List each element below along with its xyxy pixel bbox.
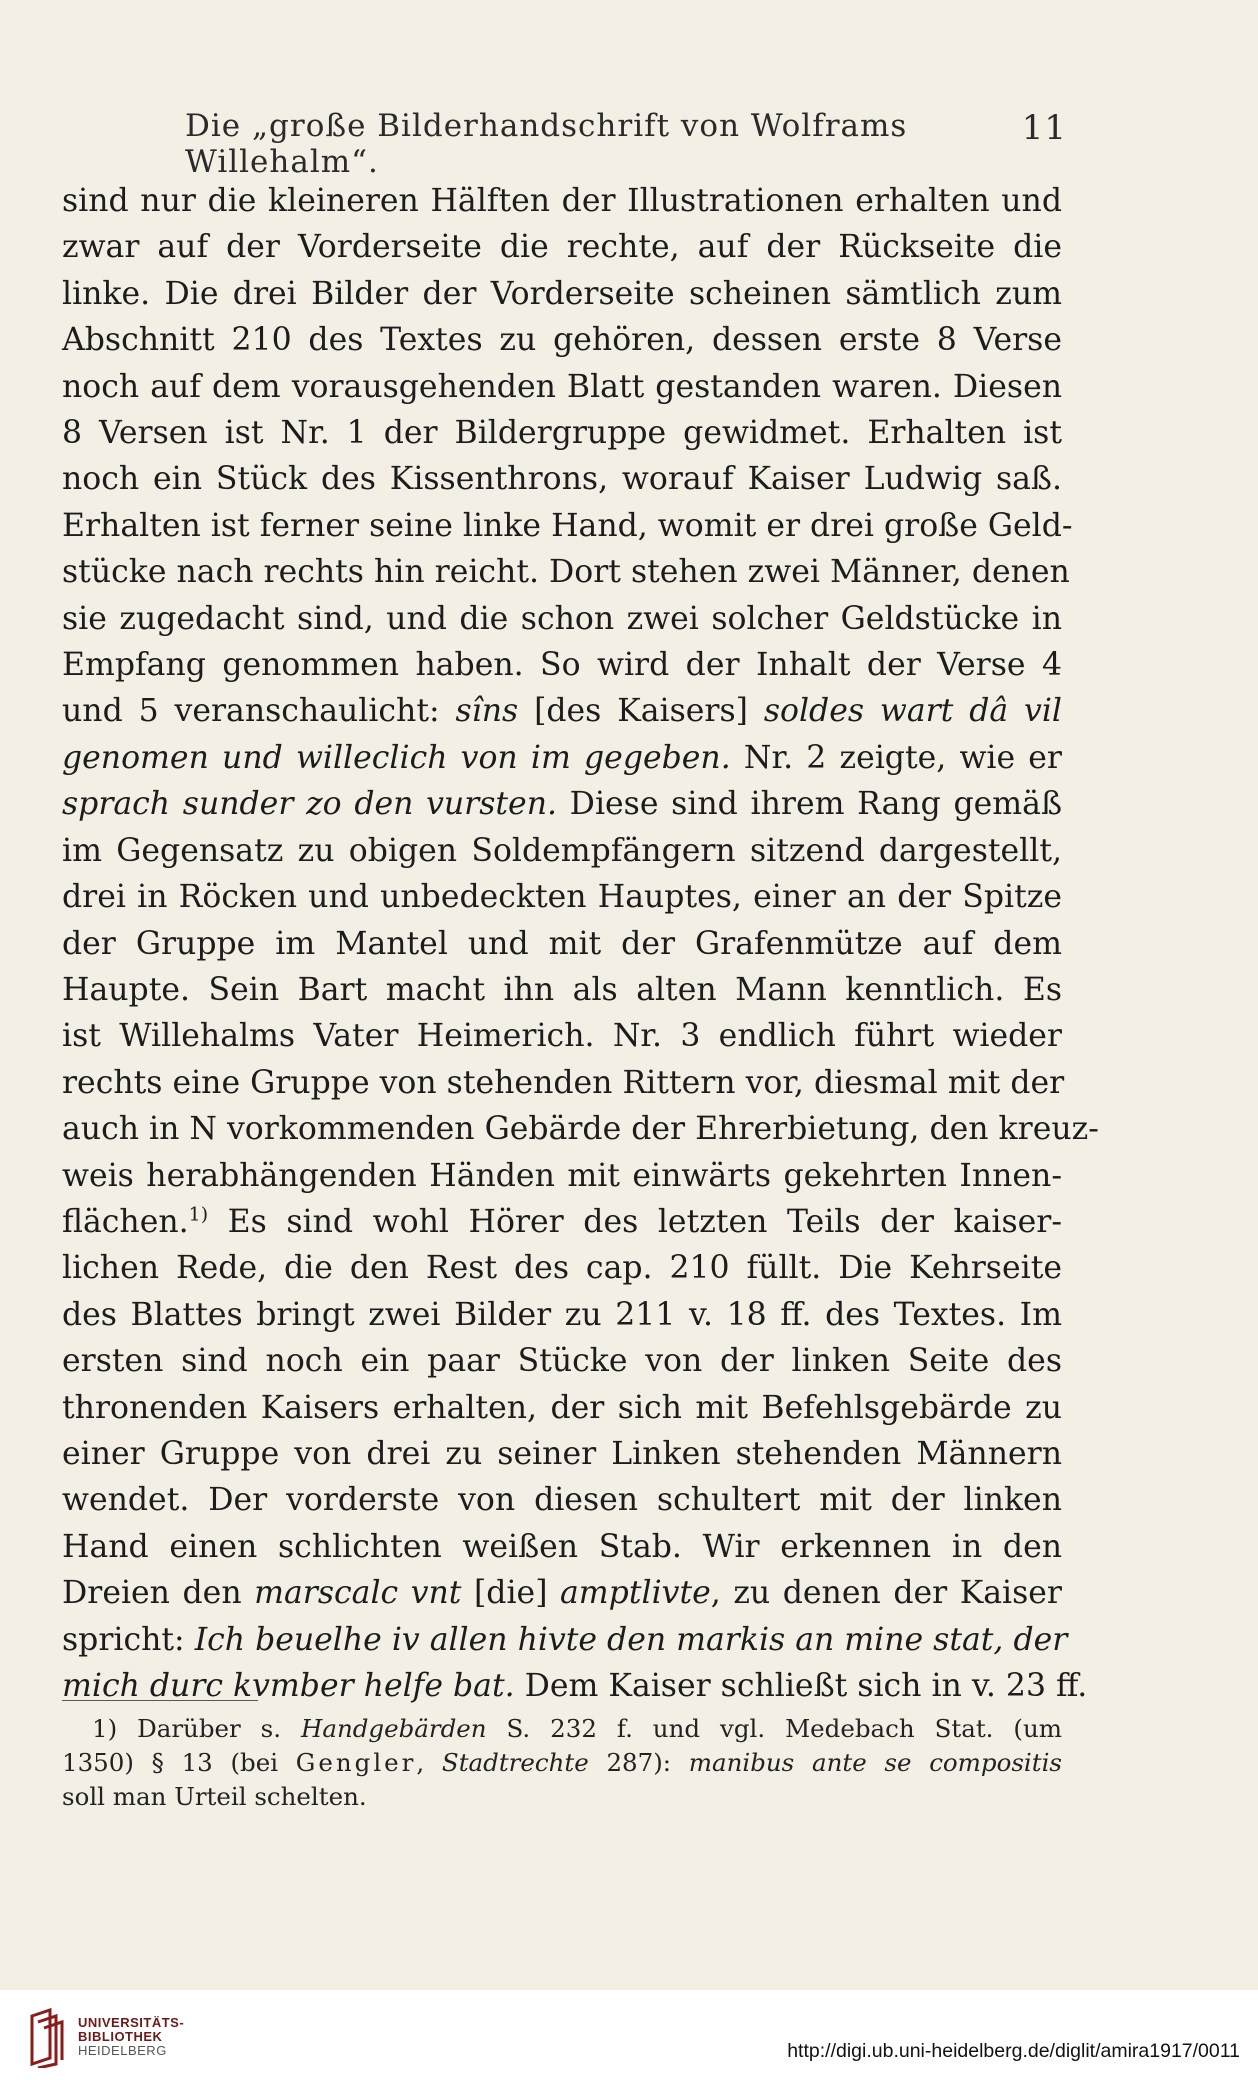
body-line: Abschnitt 210 des Textes zu gehören, dessen erste 8 Verse: [62, 322, 1062, 359]
text-run: flächen.: [62, 1203, 189, 1240]
body-line: sie zugedacht sind, und die schon zwei solcher Geldstücke in: [62, 600, 1062, 637]
italic-run: sîns: [455, 693, 519, 730]
body-line: linke. Die drei Bilder der Vorderseite scheinen sämtlich zum: [62, 275, 1062, 312]
spaced-run: Gengler: [295, 1748, 417, 1777]
body-line: 8 Versen ist Nr. 1 der Bildergruppe gewidmet. Erhalten ist: [62, 415, 1062, 452]
running-head: [185, 108, 1067, 180]
italic-run: manibus ante se compositis: [688, 1748, 1062, 1777]
italic-run: Ich beuelhe iv allen hivte den markis an mine stat, der: [194, 1621, 1068, 1658]
italic-run: marscalc vnt: [254, 1575, 462, 1612]
body-line: thronenden Kaisers erhalten, der sich mit Befehlsgebärde zu: [62, 1389, 1062, 1426]
logo-line: HEIDELBERG: [78, 2043, 167, 2058]
footnote-line: [62, 1712, 1062, 1746]
body-line: [62, 1199, 1062, 1245]
footnote: [62, 1712, 1062, 1814]
body-line: wendet. Der vorderste von diesen schultert mit der linken: [62, 1482, 1062, 1519]
body-line: [62, 781, 1062, 827]
italic-run: genomen und willeclich von im gegeben.: [62, 739, 731, 776]
body-line: Empfang genommen haben. So wird der Inhalt der Verse 4: [62, 647, 1062, 684]
body-line: lichen Rede, die den Rest des cap. 210 füllt. Die Kehrseite: [62, 1250, 1062, 1287]
body-line: [62, 1617, 1068, 1663]
italic-run: soldes wart dâ vil: [763, 693, 1062, 730]
text-run: Es sind wohl Hörer des letzten Teils der kaiser-: [208, 1203, 1062, 1240]
body-line: Hand einen schlichten weißen Stab. Wir erkennen in den: [62, 1528, 1062, 1565]
body-line: ersten sind noch ein paar Stücke von der linken Seite des: [62, 1343, 1062, 1380]
italic-run: Stadtrechte: [441, 1748, 589, 1777]
library-logo-icon: [28, 2008, 68, 2068]
body-line: [62, 688, 1062, 734]
body-line: im Gegensatz zu obigen Soldempfängern sitzend dargestellt,: [62, 832, 1062, 869]
italic-run: Handgebärden: [300, 1714, 487, 1743]
body-line: sind nur die kleineren Hälften der Illustrationen erhalten und: [62, 183, 1062, 219]
italic-run: mich durc kvmber helfe bat.: [62, 1668, 515, 1704]
body-line: [62, 735, 1062, 781]
text-run: S. 232 f. und vgl. Medebach Stat. (um: [486, 1714, 1062, 1743]
italic-run: amptlivte: [560, 1575, 711, 1612]
body-line: Erhalten ist ferner seine linke Hand, womit er drei große Geld-: [62, 507, 1073, 544]
text-run: Dem Kaiser schließt sich in v. 23 ff.: [514, 1668, 1088, 1704]
text-run: ,: [416, 1748, 442, 1777]
text-run: spricht:: [62, 1621, 195, 1658]
text-run: 1) Darüber s.: [92, 1714, 301, 1743]
body-line: drei in Röcken und unbedeckten Hauptes, einer an der Spitze: [62, 879, 1062, 916]
library-logo-text: [78, 2016, 184, 2058]
body-line: ist Willehalms Vater Heimerich. Nr. 3 endlich führt wieder: [62, 1018, 1062, 1055]
logo-line: BIBLIOTHEK: [78, 2029, 163, 2044]
footnote-line: soll man Urteil schelten.: [62, 1782, 367, 1811]
body-line: rechts eine Gruppe von stehenden Rittern vor, diesmal mit der: [62, 1064, 1065, 1101]
body-line: [62, 1570, 1062, 1616]
text-run: 287):: [588, 1748, 689, 1777]
body-text: [62, 178, 1099, 1709]
body-line: des Blattes bringt zwei Bilder zu 211 v. 18 ff. des Textes. Im: [62, 1296, 1062, 1333]
body-line: stücke nach rechts hin reicht. Dort stehen zwei Männer, denen: [62, 554, 1070, 591]
body-line: weis herabhängenden Händen mit einwärts gekehrten Innen-: [62, 1157, 1062, 1194]
footnote-line: [62, 1746, 1062, 1780]
text-run: [des Kaisers]: [518, 693, 764, 730]
text-run: [die]: [461, 1575, 561, 1612]
body-line: Haupte. Sein Bart macht ihn als alten Mann kenntlich. Es: [62, 971, 1062, 1008]
logo-line: UNIVERSITÄTS-: [78, 2015, 185, 2030]
text-run: Diese sind ihrem Rang gemäß: [557, 786, 1062, 823]
running-title: Die „große Bilderhandschrift von Wolframs Willehalm“.: [185, 108, 908, 180]
text-run: und 5 veranschaulicht:: [62, 693, 456, 730]
body-line: noch ein Stück des Kissenthrons, worauf Kaiser Ludwig saß.: [62, 461, 1062, 498]
text-run: Dreien den: [62, 1575, 255, 1612]
body-line: [62, 1663, 1088, 1709]
page-number: 11: [1021, 108, 1067, 148]
permalink-url[interactable]: http://digi.ub.uni-heidelberg.de/diglit/amira1917/0011: [787, 2040, 1240, 2062]
text-run: Nr. 2 zeigte, wie er: [730, 739, 1062, 776]
viewer-footer: [0, 1990, 1258, 2087]
body-line: einer Gruppe von drei zu seiner Linken stehenden Männern: [62, 1435, 1062, 1472]
text-run: 1350) § 13 (bei: [62, 1748, 296, 1777]
body-line: zwar auf der Vorderseite die rechte, auf der Rückseite die: [62, 229, 1062, 266]
body-line: noch auf dem vorausgehenden Blatt gestanden waren. Diesen: [62, 368, 1062, 405]
text-run: , zu denen der Kaiser: [710, 1575, 1062, 1612]
body-line: auch in N vorkommenden Gebärde der Ehrerbietung, den kreuz-: [62, 1111, 1099, 1148]
body-line: der Gruppe im Mantel und mit der Grafenmütze auf dem: [62, 925, 1062, 962]
footnote-divider: [62, 1700, 258, 1701]
italic-run: sprach sunder zo den vursten.: [62, 786, 557, 823]
footnote-ref[interactable]: 1): [188, 1203, 209, 1226]
